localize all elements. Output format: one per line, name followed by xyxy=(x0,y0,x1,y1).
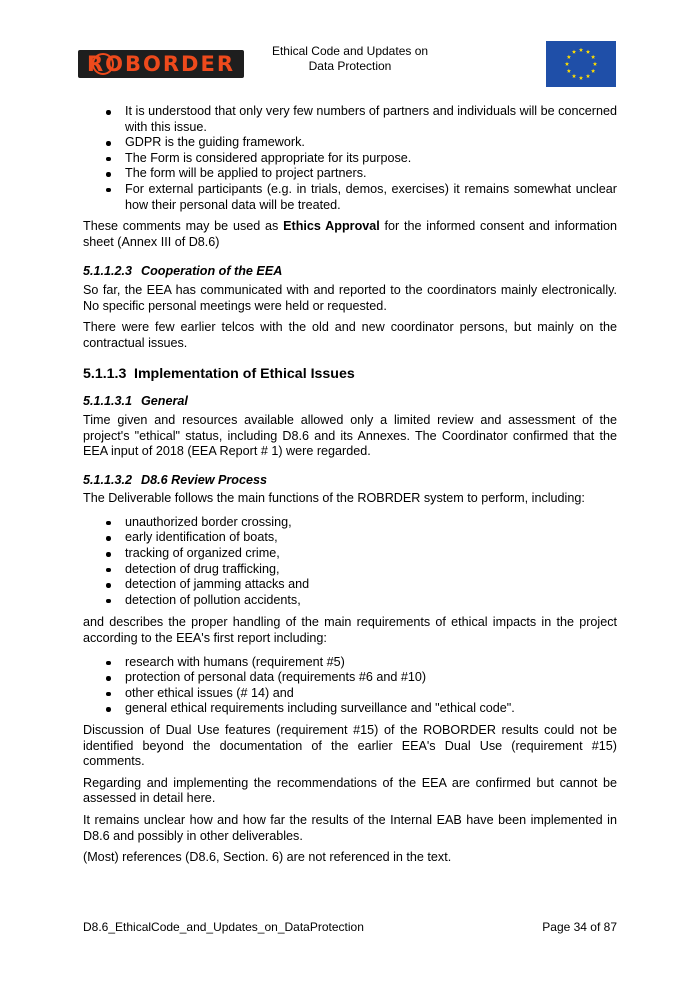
list-item: unauthorized border crossing, xyxy=(83,515,617,531)
heading-title: Cooperation of the EEA xyxy=(141,264,283,279)
top-bullet-list xyxy=(83,104,617,213)
list-item: The form will be applied to project partners. xyxy=(83,166,617,182)
heading-implementation xyxy=(83,365,617,383)
requirements-bullet-list xyxy=(83,655,617,717)
describes-paragraph: and describes the proper handling of the main requirements of ethical impacts in the project according to the EEA's first report including: xyxy=(83,615,617,646)
list-item: early identification of boats, xyxy=(83,530,617,546)
footer-document-name: D8.6_EthicalCode_and_Updates_on_DataProtection xyxy=(83,920,364,934)
heading-number: 5.1.1.3.2 xyxy=(83,472,133,487)
logo-text: ROBORDER xyxy=(87,52,235,76)
list-item: The Form is considered appropriate for its purpose. xyxy=(83,151,617,167)
header-title xyxy=(230,44,470,74)
review-intro-paragraph: The Deliverable follows the main functions of the ROBRDER system to perform, including: xyxy=(83,491,585,506)
heading-title: Implementation of Ethical Issues xyxy=(134,366,355,383)
heading-title: General xyxy=(141,394,188,409)
heading-review-process xyxy=(83,473,617,489)
list-item: detection of pollution accidents, xyxy=(83,593,617,609)
approval-bold: Ethics Approval xyxy=(283,219,380,234)
heading-number: 5.1.1.3.1 xyxy=(83,394,133,409)
header-title-line1: Ethical Code and Updates on xyxy=(271,44,429,58)
header-title-line2: Data Protection xyxy=(308,59,392,73)
list-item: tracking of organized crime, xyxy=(83,546,617,562)
list-item: other ethical issues (# 14) and xyxy=(83,686,617,702)
list-item: general ethical requirements including surveillance and "ethical code". xyxy=(83,701,617,717)
functions-bullet-list xyxy=(83,515,617,609)
heading-number: 5.1.1.3 xyxy=(83,366,127,383)
roborder-logo xyxy=(78,50,244,78)
footer-page-number: Page 34 of 87 xyxy=(542,920,617,934)
list-item: detection of drug trafficking, xyxy=(83,562,617,578)
heading-cooperation xyxy=(83,264,617,280)
list-item: protection of personal data (requirements #6 and #10) xyxy=(83,670,617,686)
list-item: research with humans (requirement #5) xyxy=(83,655,617,671)
heading-number: 5.1.1.2.3 xyxy=(83,264,133,279)
recommendations-paragraph: Regarding and implementing the recommendations of the EEA are confirmed but cannot be assessed in detail here. xyxy=(83,775,617,806)
heading-title: D8.6 Review Process xyxy=(141,472,268,487)
internal-eab-paragraph: It remains unclear how and how far the results of the Internal EAB have been implemented in D8.6 and possibly in other deliverables. xyxy=(83,812,617,843)
heading-general xyxy=(83,394,617,410)
general-paragraph: Time given and resources available allowed only a limited review and assessment of the project's "ethical" status, including D8.6 and its Annexes. The Coordinator confirmed that the EEA input of 2018 (EEA Report # 1) were regarded. xyxy=(83,412,617,459)
cooperation-paragraph-2: There were few earlier telcos with the old and new coordinator persons, but mainly on the contractual issues. xyxy=(83,320,617,350)
list-item: detection of jamming attacks and xyxy=(83,577,617,593)
cooperation-paragraph-1: So far, the EEA has communicated with and reported to the coordinators mainly electronically. No specific personal meetings were held or requested. xyxy=(83,282,617,313)
list-item: It is understood that only very few numbers of partners and individuals will be concerned with this issue. xyxy=(83,104,617,135)
eu-flag-icon xyxy=(546,41,616,87)
list-item: GDPR is the guiding framework. xyxy=(83,135,617,151)
approval-text-after: for the informed consent and information sheet (Annex III of D8.6) xyxy=(83,219,617,249)
list-item: For external participants (e.g. in trials, demos, exercises) it remains somewhat unclear how their personal data will be treated. xyxy=(83,182,617,213)
references-paragraph: (Most) references (D8.6, Section. 6) are not referenced in the text. xyxy=(83,850,452,865)
approval-text-before: These comments may be used as xyxy=(83,219,284,234)
ethics-approval-paragraph xyxy=(83,219,617,250)
page-content xyxy=(83,104,617,866)
dual-use-paragraph: Discussion of Dual Use features (requirement #15) of the ROBORDER results could not be identified beyond the documentation of the earlier EEA's Dual Use (requirement #15) comments. xyxy=(83,723,617,769)
